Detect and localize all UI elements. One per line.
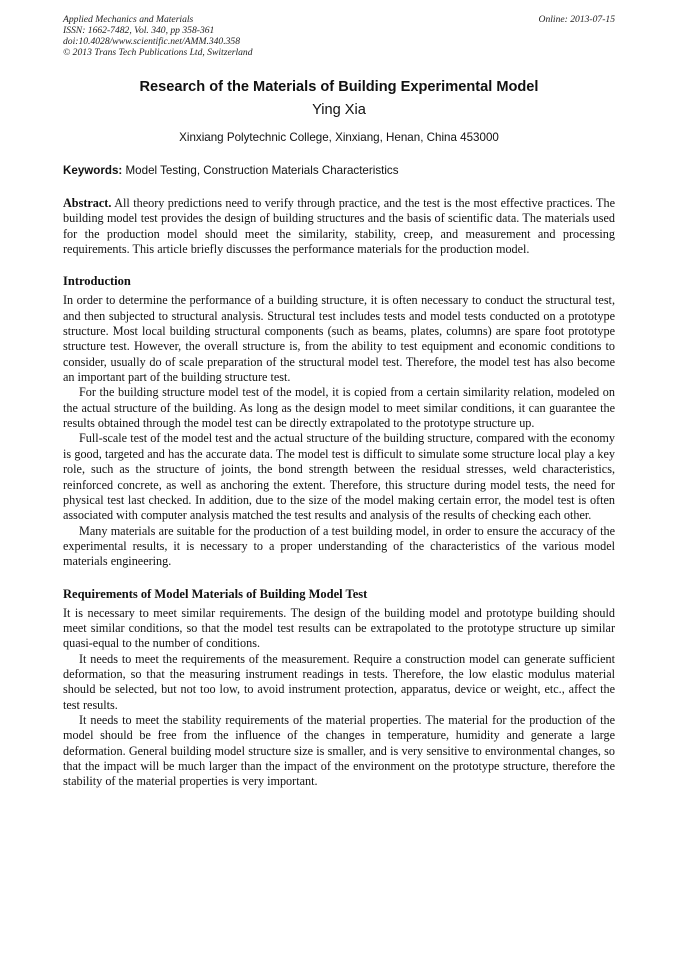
keywords-label: Keywords:	[63, 164, 123, 177]
issn-line: ISSN: 1662-7482, Vol. 340, pp 358-361	[63, 25, 215, 36]
author-name: Ying Xia	[312, 102, 366, 118]
section-heading-requirements: Requirements of Model Materials of Building Model Test	[63, 586, 368, 601]
paragraph: For the building structure model test of the model, it is copied from a certain similarity relation, modeled on the actual structure of the building. As long as the design model to meet similar conditions, it can guarantee the results obtained through the model test can be directly extrapolated to the prototype structure up.	[63, 385, 615, 431]
paragraph: Full-scale test of the model test and the actual structure of the building structure, compared with the economy is good, targeted and has the accurate data. The model test is difficult to simulate some structure local play a key role, such as the structure of joints, the bond strength between the residual stresses, weld characteristics, reinforced concrete, as well as anchoring the extent. Therefore, this structure during model tests, the need for physical test last checked. In addition, due to the size of the model making certain error, the model test is often associated with computer analysis matched the test results and analysis of the results of checking each other.	[63, 431, 615, 523]
paragraph: It needs to meet the requirements of the measurement. Require a construction model can generate sufficient deformation, so that the measuring instrument readings in tests. Therefore, the low elastic modulus material should be selected, but not too low, to avoid instrument protection, apparatus, device or weight, etc., affect the test results.	[63, 651, 615, 712]
paragraph: It needs to meet the stability requirements of the material properties. The material for the production of the model should be free from the influence of the changes in temperature, humidity and generate a large deformation. General building model structure size is smaller, and is very sensitive to environmental changes, so that the impact will be much larger than the impact of the environment on the prototype structure, therefore the stability of the material properties is very important.	[63, 712, 615, 789]
keywords-text: Model Testing, Construction Materials Characteristics	[125, 164, 399, 177]
copyright-line: © 2013 Trans Tech Publications Ltd, Switzerland	[63, 47, 253, 58]
doi-line[interactable]: doi:10.4028/www.scientific.net/AMM.340.358	[63, 36, 241, 47]
publication-header	[63, 14, 615, 58]
online-date: Online: 2013-07-15	[538, 14, 615, 25]
paragraph: In order to determine the performance of a building structure, it is often necessary to conduct the structural test, and then subjected to structural analysis. Structural test includes tests and model tests conducted on a prototype structure. Most local building structural components (such as beams, plates, columns) are spare foot prototype structure test. However, the overall structure is, from the ability to test equipment and economic conditions to consider, usually do of scale preparation of the structural model test. Therefore, the model test has also become an important part of the building structure test.	[63, 293, 615, 385]
paragraph: It is necessary to meet similar requirements. The design of the building model and prototype building should meet similar conditions, so that the model test results can be extrapolated to the prototype structure up similar quasi-equal to the number of conditions.	[63, 605, 615, 651]
abstract-label: Abstract.	[63, 196, 112, 210]
author-affiliation: Xinxiang Polytechnic College, Xinxiang, Henan, China 453000	[179, 131, 499, 144]
paragraph: Many materials are suitable for the production of a test building model, in order to ensure the accuracy of the experimental results, it is necessary to a proper understanding of the characteristics of the various model materials engineering.	[63, 523, 615, 569]
keywords	[63, 163, 615, 178]
section-heading-introduction: Introduction	[63, 274, 131, 289]
paper-title: Research of the Materials of Building Experimental Model	[139, 79, 539, 95]
journal-name: Applied Mechanics and Materials	[63, 14, 194, 25]
abstract	[63, 196, 615, 257]
abstract-text: All theory predictions need to verify through practice, and the test is the most effective practices. The building model test provides the design of building structures and the basis of scientific data. The materials used for the production model should meet the similarity, stability, creep, and measurement and processing requirements. This article briefly discusses the performance materials for the production model.	[63, 196, 615, 257]
